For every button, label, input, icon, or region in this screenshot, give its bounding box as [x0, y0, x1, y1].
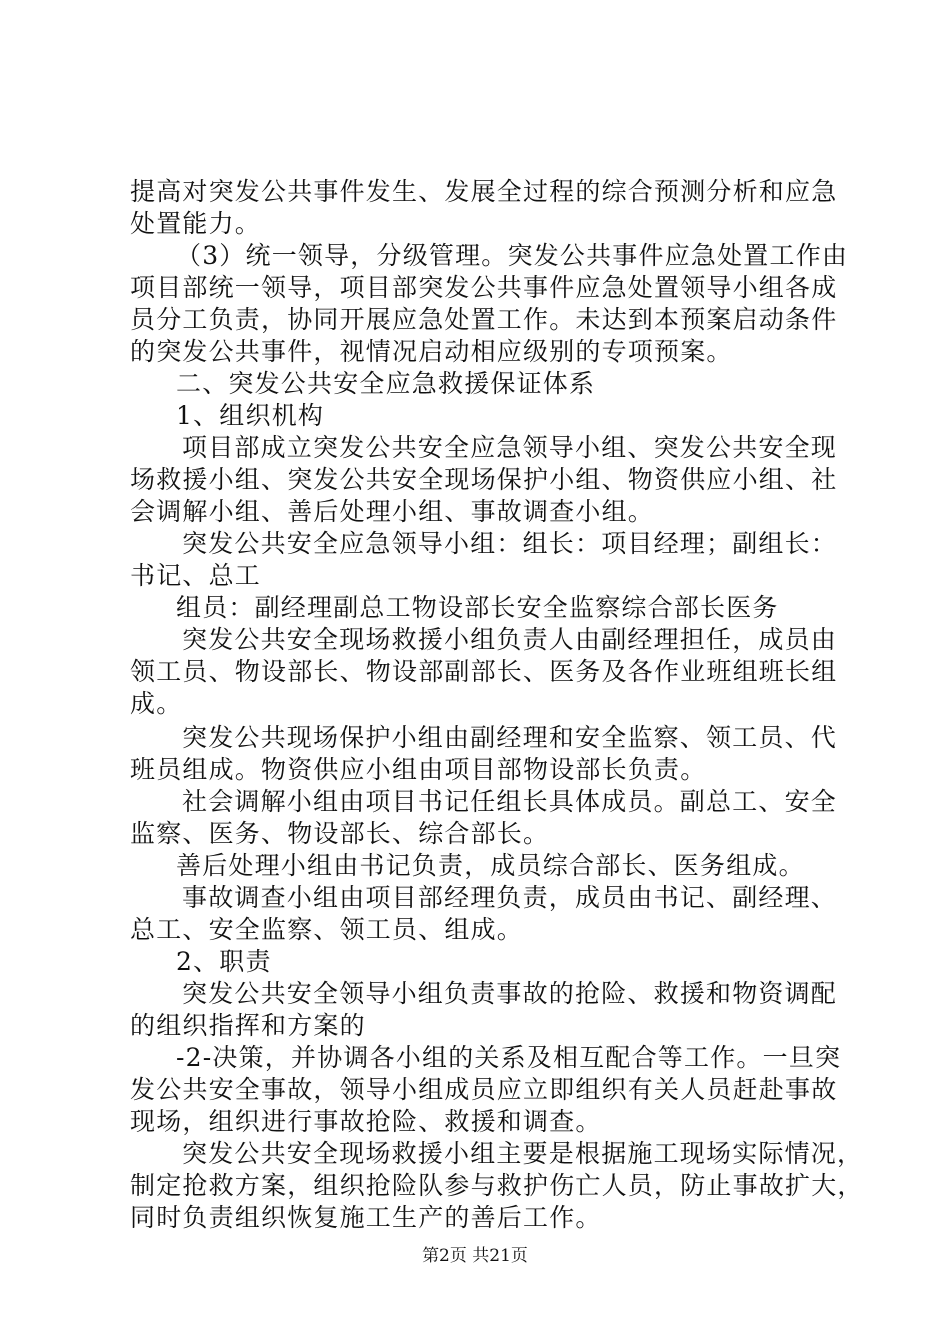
text-line: 突发公共安全应急领导小组：组长：项目经理；副组长： [182, 529, 838, 558]
text-line: 组员：副经理副总工物设部长安全监察综合部长医务 [176, 593, 779, 622]
text-line: 提高对突发公共事件发生、发展全过程的综合预测分析和应急 [130, 177, 838, 206]
text-line: 项目部成立突发公共安全应急领导小组、突发公共安全现 [182, 433, 838, 462]
text-line: 突发公共现场保护小组由副经理和安全监察、领工员、代 [182, 723, 838, 752]
text-line: 书记、总工 [130, 561, 262, 590]
text-line: 处置能力。 [130, 209, 262, 238]
subsection-heading: 2、职责 [176, 947, 272, 976]
text-line: 场救援小组、突发公共安全现场保护小组、物资供应小组、社 [130, 465, 838, 494]
text-line: 员分工负责，协同开展应急处置工作。未达到本预案启动条件 [130, 305, 838, 334]
text-line: 会调解小组、善后处理小组、事故调查小组。 [130, 497, 655, 526]
text-line: -2-决策，并协调各小组的关系及相互配合等工作。一旦突 [176, 1043, 842, 1072]
text-line: 突发公共安全领导小组负责事故的抢险、救援和物资调配 [182, 979, 838, 1008]
text-line: 现场，组织进行事故抢险、救援和调查。 [130, 1107, 602, 1136]
text-line: 社会调解小组由项目书记任组长具体成员。副总工、安全 [182, 787, 838, 816]
text-line: 项目部统一领导，项目部突发公共事件应急处置领导小组各成 [130, 273, 838, 302]
text-line: 的组织指挥和方案的 [130, 1011, 366, 1040]
subsection-heading: 1、组织机构 [176, 401, 325, 430]
text-line: 突发公共安全现场救援小组负责人由副经理担任，成员由 [182, 625, 838, 654]
text-line: 突发公共安全现场救援小组主要是根据施工现场实际情况， [182, 1139, 864, 1168]
text-line: 善后处理小组由书记负责，成员综合部长、医务组成。 [176, 851, 805, 880]
section-heading: 二、突发公共安全应急救援保证体系 [176, 369, 596, 398]
text-line: 总工、安全监察、领工员、组成。 [130, 915, 524, 944]
text-line: 发公共安全事故，领导小组成员应立即组织有关人员赶赴事故 [130, 1075, 838, 1104]
text-line: 领工员、物设部长、物设部副部长、医务及各作业班组班长组 [130, 657, 838, 686]
text-line: 同时负责组织恢复施工生产的善后工作。 [130, 1203, 602, 1232]
text-line: 班员组成。物资供应小组由项目部物设部长负责。 [130, 755, 707, 784]
text-line: （3）统一领导，分级管理。突发公共事件应急处置工作由 [176, 241, 849, 270]
page-footer: 第2页 共21页 [422, 1246, 528, 1266]
text-line: 制定抢救方案，组织抢险队参与救护伤亡人员，防止事故扩大， [130, 1171, 864, 1200]
text-line: 成。 [130, 689, 183, 718]
text-line: 的突发公共事件，视情况启动相应级别的专项预案。 [130, 337, 733, 366]
text-line: 监察、医务、物设部长、综合部长。 [130, 819, 550, 848]
text-line: 事故调查小组由项目部经理负责，成员由书记、副经理、 [182, 883, 838, 912]
